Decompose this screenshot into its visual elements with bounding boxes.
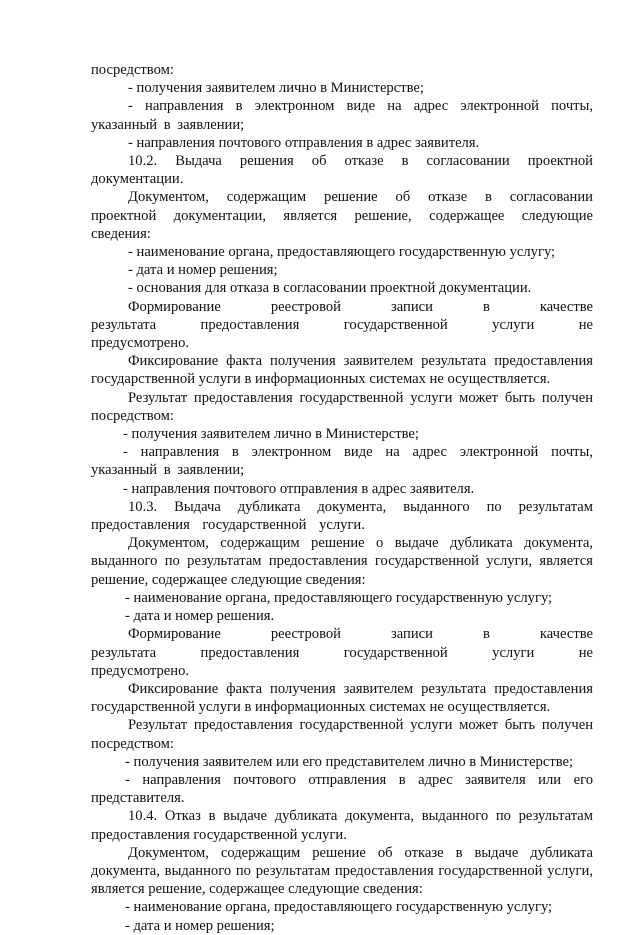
list-item: - получения заявителем лично в Министерстве; (128, 80, 424, 97)
list-item: - дата и номер решения; (125, 917, 275, 934)
list-item: - получения заявителем или его представителем лично в Министерстве; (125, 753, 574, 770)
paragraph: Формирование реестровой записи в качестве результата предоставления государственной услуги не предусмотрено. (91, 626, 593, 679)
paragraph: Результат предоставления государственной услуги может быть получен посредством: (91, 389, 593, 424)
list-item: - дата и номер решения. (125, 608, 275, 625)
list-item: - наименование органа, предоставляющего государственную услугу; (128, 244, 556, 261)
paragraph: Документом, содержащим решение о выдаче дубликата документа, выданного по результатам предоставления государственной услуги, является решение, содержащее следующие сведения: (91, 535, 593, 588)
document-body (91, 61, 593, 935)
list-item: - дата и номер решения; (128, 262, 278, 279)
paragraph: посредством: (91, 62, 174, 78)
paragraph: Фиксирование факта получения заявителем результата предоставления государственной услуги в информационных системах не осуществляется. (91, 680, 593, 716)
list-item: - направления почтового отправления в адрес заявителя. (128, 134, 480, 151)
paragraph: Формирование реестровой записи в качестве результата предоставления государственной услуги не предусмотрено. (91, 298, 593, 352)
list-item: - направления в электронном виде на адрес электронной почты, указанный в заявлении; (91, 444, 593, 479)
section-heading: 10.2. Выдача решения об отказе в согласовании проектной документации. (91, 153, 593, 188)
list-item: - наименование органа, предоставляющего государственную услугу; (125, 589, 553, 606)
list-item: - направления почтового отправления в адрес заявителя. (123, 480, 475, 497)
section-heading: 10.3. Выдача дубликата документа, выданного по результатам предоставления государственной услуги. (91, 498, 593, 534)
paragraph: Результат предоставления государственной услуги может быть получен посредством: (91, 717, 593, 752)
paragraph: Документом, содержащим решение об отказе в выдаче дубликата документа, выданного по результатам предоставления государственной услуги, является решение, содержащее следующие сведения: (91, 844, 593, 898)
list-item: - основания для отказа в согласовании проектной документации. (128, 280, 532, 297)
list-item: - направления в электронном виде на адрес электронной почты, указанный в заявлении; (91, 98, 593, 133)
paragraph: Документом, содержащим решение об отказе в согласовании проектной документации, является решение, содержащее следующие сведения: (91, 189, 593, 242)
list-item: - направления почтового отправления в адрес заявителя или его представителя. (91, 771, 593, 807)
list-item: - наименование органа, предоставляющего государственную услугу; (125, 899, 553, 916)
list-item: - получения заявителем лично в Министерстве; (123, 426, 419, 443)
paragraph: Фиксирование факта получения заявителем результата предоставления государственной услуги в информационных системах не осуществляется. (91, 353, 593, 388)
section-heading: 10.4. Отказ в выдаче дубликата документа, выданного по результатам предоставления государственной услуги. (91, 808, 593, 843)
